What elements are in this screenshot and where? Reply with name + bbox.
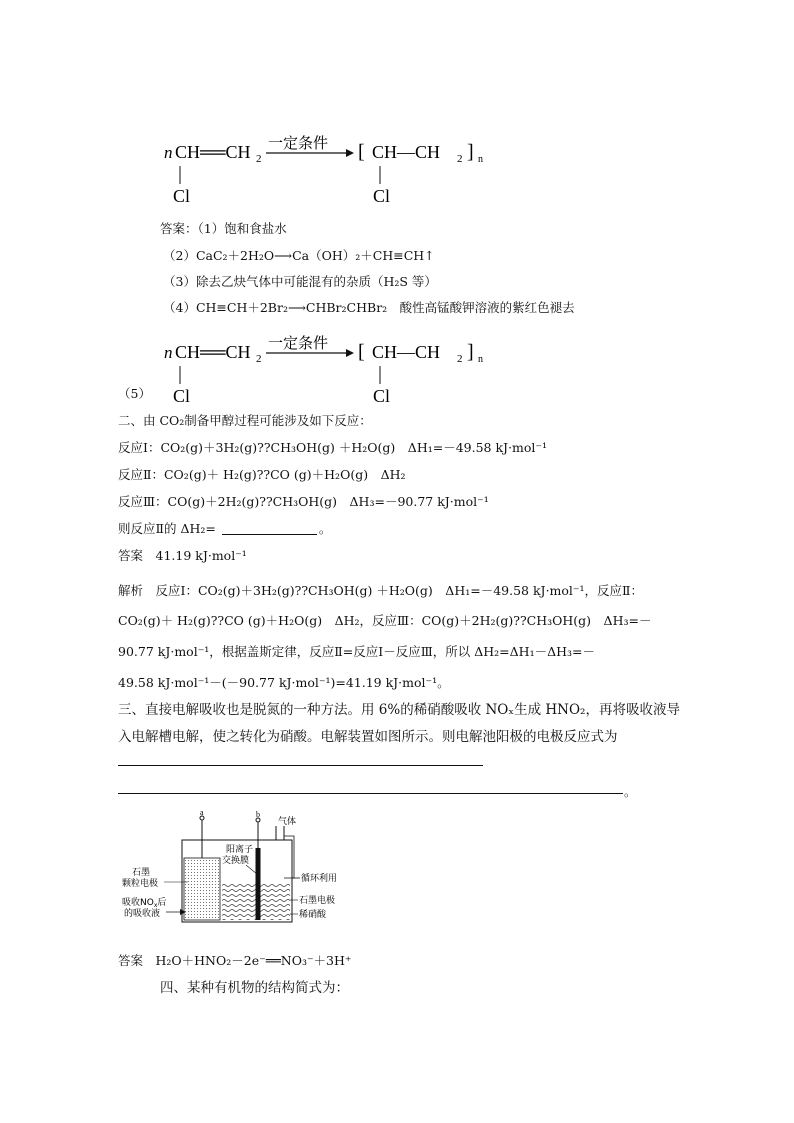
substituent-cl-right: Cl [373, 186, 391, 206]
gas-label: 气体 [278, 817, 297, 827]
svg-text:n: n [164, 343, 173, 362]
answer-line-end-mark: 。 [624, 784, 637, 799]
polymerization-equation-answer [160, 328, 500, 410]
section-3-line-1: 三、直接电解吸收也是脱氮的一种方法。用 6%的稀硝酸吸收 NOₓ生成 HNO₂，再将吸收液导 [118, 702, 680, 718]
analysis-line-3: 90.77 kJ·mol⁻¹，根据盖斯定律，反应Ⅱ=反应Ⅰ－反应Ⅲ，所以 ΔH₂=ΔH₁－ΔH₃=－ [118, 644, 596, 659]
answer-blank[interactable] [222, 522, 317, 535]
granule-label-1: 石墨 [132, 868, 151, 878]
section-3-line-2: 入电解槽电解，使之转化为硝酸。电解装置如图所示。则电解池阳极的电极反应式为 [118, 729, 618, 745]
reaction-2: 反应Ⅱ：CO₂(g)＋ H₂(g)??CO (g)＋H₂O(g) ΔH₂ [118, 467, 406, 482]
svg-text:]: ] [467, 141, 474, 163]
svg-text:2: 2 [256, 153, 262, 165]
answer-2: （2）CaC₂＋2H₂O⟶Ca（OH）₂＋CH≡CH↑ [163, 248, 435, 263]
electrolysis-diagram [118, 808, 348, 933]
recycle-label: 循环利用 [301, 874, 338, 884]
svg-text:Cl: Cl [373, 386, 391, 406]
svg-text:[: [ [358, 341, 365, 363]
svg-text:n: n [478, 354, 483, 365]
answer-5-label: （5） [118, 386, 151, 401]
polymerization-equation [160, 128, 500, 210]
analysis-line-2: CO₂(g)＋ H₂(g)??CO (g)＋H₂O(g) ΔH₂，反应Ⅲ：CO(g)＋2H₂(g)??CH₃OH(g) ΔH₃=－ [118, 613, 652, 628]
coefficient-n: n [164, 143, 173, 162]
svg-text:]: ] [467, 341, 474, 363]
granule-label-2: 颗粒电极 [122, 879, 159, 889]
terminal-b-label: b [256, 810, 260, 819]
svg-text:n: n [478, 154, 483, 165]
reaction-1: 反应Ⅰ：CO₂(g)＋3H₂(g)??CH₃OH(g) ＋H₂O(g) ΔH₁=－49.58 kJ·mol⁻¹ [118, 440, 548, 455]
svg-text:CH══CH: CH══CH [175, 342, 251, 362]
answer-3: （3）除去乙炔气体中可能混有的杂质（H₂S 等） [163, 274, 437, 289]
section-2-title: 二、由 CO₂制备甲醇过程可能涉及如下反应： [118, 413, 372, 428]
svg-text:一定条件: 一定条件 [268, 334, 329, 352]
answer-1: 答案：（1）饱和食盐水 [160, 221, 287, 236]
reactant-formula: CH══CH [175, 142, 251, 162]
analysis-line-4: 49.58 kJ·mol⁻¹－(－90.77 kJ·mol⁻¹)=41.19 kJ·mol⁻¹。 [118, 675, 450, 690]
membrane-label-1: 阳离子 [226, 845, 254, 855]
svg-text:2: 2 [457, 353, 463, 365]
answer-4: （4）CH≡CH＋2Br₂⟶CHBr₂CHBr₂ 酸性高锰酸钾溶液的紫红色褪去 [163, 300, 575, 315]
svg-text:2: 2 [457, 153, 463, 165]
substituent-cl-left: Cl [173, 186, 191, 206]
answer-line-2 [118, 793, 623, 794]
absorb-label-1: 吸收$NO_x$后 [122, 898, 167, 909]
svg-text:2: 2 [256, 353, 262, 365]
svg-text:CH—CH: CH—CH [372, 342, 441, 362]
absorb-label-2: 的吸收液 [124, 909, 161, 919]
section-2-answer: 答案 41.19 kJ·mol⁻¹ [118, 548, 247, 563]
svg-text:[: [ [358, 141, 365, 163]
terminal-a-label: a [200, 808, 204, 817]
dilute-acid-label: 稀硝酸 [299, 910, 327, 920]
answer-line-1 [118, 765, 483, 766]
analysis-line-1: 解析 反应Ⅰ：CO₂(g)＋3H₂(g)??CH₃OH(g) ＋H₂O(g) ΔH₁=－49.58 kJ·mol⁻¹，反应Ⅱ： [118, 583, 644, 598]
svg-text:Cl: Cl [173, 386, 191, 406]
section-4-title: 四、某种有机物的结构简式为： [160, 980, 349, 996]
graphite-electrode-label: 石墨电极 [299, 896, 336, 906]
reaction-3: 反应Ⅲ：CO(g)＋2H₂(g)??CH₃OH(g) ΔH₃=－90.77 kJ·mol⁻¹ [118, 494, 489, 509]
product-formula: CH—CH [372, 142, 441, 162]
reaction-condition: 一定条件 [268, 134, 329, 152]
membrane-label-2: 交换膜 [222, 856, 250, 866]
question-delta-h2: 则反应Ⅱ的 ΔH₂= 。 [118, 521, 332, 536]
section-3-answer: 答案 H₂O＋HNO₂－2e⁻══NO₃⁻＋3H⁺ [118, 953, 352, 968]
